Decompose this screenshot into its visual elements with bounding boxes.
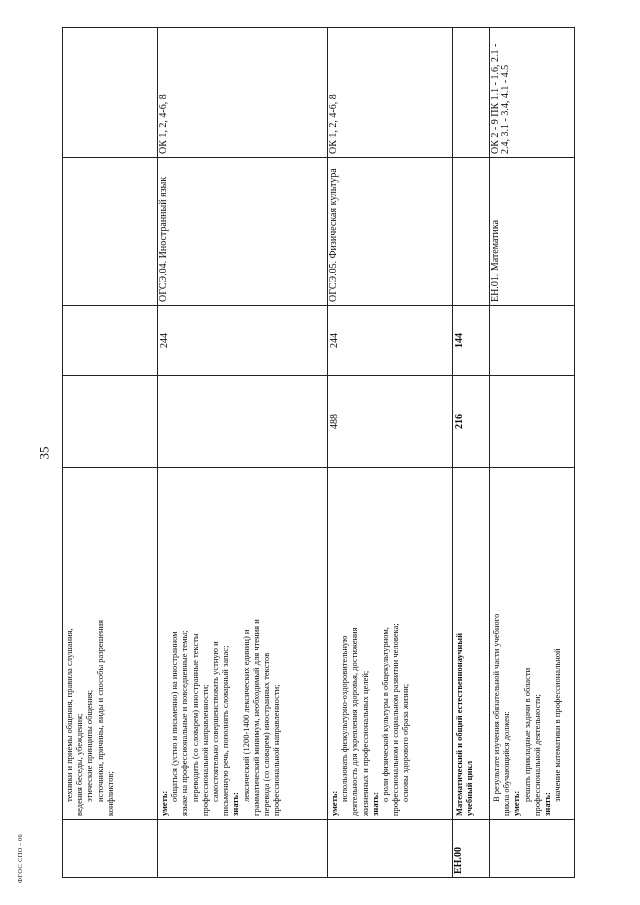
requirement-line: этические принципы общения;: [84, 689, 95, 802]
requirement-line: цикла обучающийся должен:: [501, 711, 512, 816]
required-hours-cell: 244: [158, 306, 328, 376]
discipline-cell: ОГСЭ.04. Иностранный язык: [158, 158, 328, 306]
footer-text: ФГОС СПО - 06: [17, 833, 25, 884]
requirement-line: использовать физкультурно-оздоровительную: [339, 635, 350, 802]
requirement-line: профессиональной деятельности;: [531, 694, 542, 816]
discipline-cell: [63, 158, 158, 306]
requirement-line: уметь:: [329, 790, 339, 816]
requirement-line: перевода (со словарем) иностранных текстов: [261, 652, 272, 816]
requirement-line: значение математики в профессиональной: [552, 648, 563, 802]
requirement-line: профессиональной направленности;: [271, 684, 282, 816]
requirement-line: грамматический минимум, необходимый для чтения и: [250, 619, 261, 816]
requirement-line: В результате изучения обязательной части учебного: [491, 613, 501, 802]
discipline-cell: ОГСЭ.05. Физическая культура: [328, 158, 453, 306]
requirement-line: основы здорового образа жизни;: [400, 683, 411, 802]
table-row: [453, 28, 490, 878]
requirement-line: общаться (устно и письменно) на иностранном: [169, 631, 180, 802]
requirements-cell: [490, 468, 575, 820]
max-hours-cell: 488: [328, 376, 453, 468]
requirement-line: источники, причины, виды и способы разрешения: [94, 619, 105, 802]
requirement-line: лексический (1200-1400 лексических единиц) и: [240, 629, 251, 802]
requirement-line: уметь:: [511, 790, 522, 816]
requirement-line: жизненных и профессиональных целей;: [359, 670, 370, 816]
requirement-line: профессиональном и социальном развитии человека;: [390, 623, 401, 816]
requirement-line: учебный цикл: [464, 760, 475, 816]
requirements-cell: [453, 468, 490, 820]
requirement-line: о роли физической культуры в общекультурном,: [380, 627, 391, 802]
required-hours-cell: [490, 306, 575, 376]
table-body: [63, 28, 575, 878]
curriculum-table-frame: [62, 28, 574, 878]
competencies-cell: ОК 1, 2, 4-6, 8: [328, 28, 453, 158]
cycle-index-cell: [490, 820, 575, 878]
competencies-cell: ОК 2 - 9 ПК 1.1 - 1.6, 2.1 - 2.4, 3.1 - 3.4, 4.1 - 4.5: [490, 28, 575, 158]
discipline-cell: [453, 158, 490, 306]
required-hours-cell: [63, 306, 158, 376]
competencies-cell: [453, 28, 490, 158]
requirement-line: знать:: [542, 792, 553, 816]
table-row: [158, 28, 328, 878]
requirement-line: знать:: [230, 792, 241, 816]
table-row: [490, 28, 575, 878]
cycle-index-cell: [63, 820, 158, 878]
requirement-line: ведения беседы, убеждения;: [74, 713, 85, 816]
requirement-line: Математический и общий естественнонаучный: [454, 633, 464, 816]
discipline-cell: ЕН.01. Математика: [490, 158, 575, 306]
requirement-line: уметь:: [159, 790, 169, 816]
requirement-line: знать:: [369, 792, 380, 816]
requirements-cell: [328, 468, 453, 820]
requirement-line: языке на профессиональные и повседневные темы;: [179, 630, 190, 816]
requirement-line: письменную речь, пополнять словарный запас;: [220, 645, 231, 816]
curriculum-table: [62, 27, 575, 878]
cycle-index-cell: ЕН.00: [453, 820, 490, 878]
competencies-cell: [63, 28, 158, 158]
requirement-line: профессиональной направленности;: [199, 684, 210, 816]
table-row: [63, 28, 158, 878]
table-row: [328, 28, 453, 878]
max-hours-cell: [158, 376, 328, 468]
page-number: 35: [36, 446, 52, 460]
requirements-cell: [158, 468, 328, 820]
requirement-line: деятельность для укрепления здоровья, достижения: [349, 627, 360, 816]
max-hours-cell: [63, 376, 158, 468]
cycle-index-cell: [158, 820, 328, 878]
required-hours-cell: 244: [328, 306, 453, 376]
requirement-line: решать прикладные задачи в области: [521, 667, 532, 802]
max-hours-cell: 216: [453, 376, 490, 468]
competencies-cell: ОК 1, 2, 4-6, 8: [158, 28, 328, 158]
requirement-line: конфликтов;: [104, 771, 115, 816]
requirement-line: самостоятельно совершенствовать устную и: [210, 641, 221, 802]
requirement-line: техники и приемы общения, правила слушания,: [64, 628, 74, 802]
required-hours-cell: 144: [453, 306, 490, 376]
max-hours-cell: [490, 376, 575, 468]
requirement-line: переводить (со словарем) иностранные тексты: [189, 633, 200, 802]
cycle-index-cell: [328, 820, 453, 878]
requirements-cell: [63, 468, 158, 820]
